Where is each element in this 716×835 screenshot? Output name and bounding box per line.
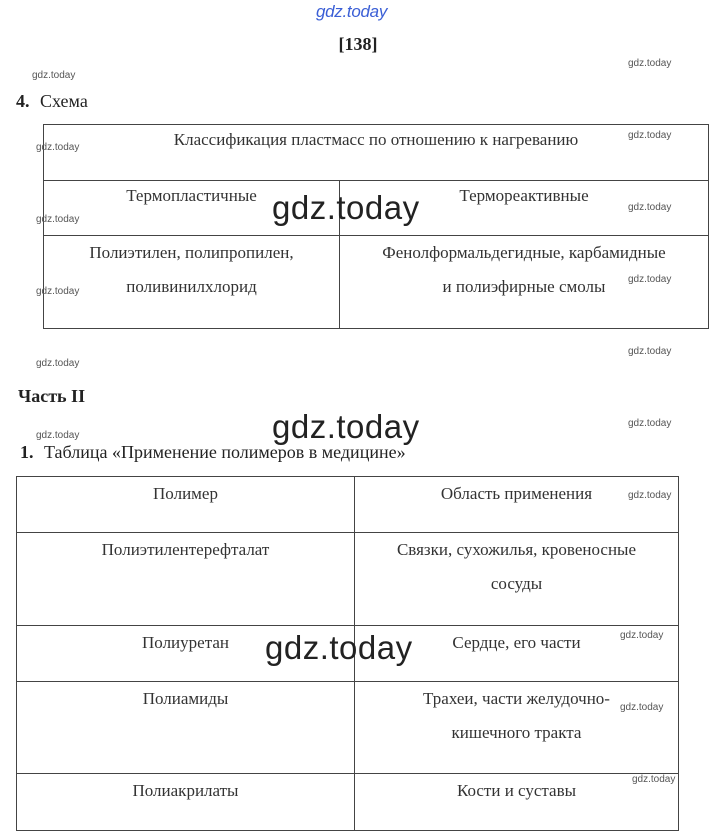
header-application: Область применения [355,477,679,533]
watermark-small: gdz.today [628,130,672,141]
watermark-big: gdz.today [265,629,413,666]
task4-label: Схема [40,91,88,111]
table-row [17,774,679,831]
scheme-right-line1: Фенолформальдегидные, карбамидные [382,243,666,262]
cell-application-line2: кишечного тракта [451,723,582,742]
cell-application-line2: сосуды [490,574,543,593]
watermark-small: gdz.today [36,142,80,153]
watermark-small: gdz.today [36,214,80,225]
watermark-big: gdz.today [272,408,420,445]
watermark-small: gdz.today [36,286,80,297]
watermark-small: gdz.today [628,202,672,213]
task4-number: 4. [16,91,30,111]
watermark-small: gdz.today [632,774,676,785]
part2-title: Часть II [18,386,86,406]
scheme-right-head: Термореактивные [340,181,709,236]
scheme-left-line2: поливинилхлорид [126,277,257,296]
cell-application [355,533,679,626]
task4-heading [16,91,88,112]
watermark-small: gdz.today [628,490,672,501]
watermark-big: gdz.today [272,189,420,226]
cell-application-line1: Кости и суставы [456,781,577,800]
site-logo[interactable]: gdz.today [316,2,388,21]
task1-number: 1. [20,442,34,462]
cell-polymer: Полиакрилаты [17,774,355,831]
cell-application-line1: Связки, сухожилья, кровеносные [396,540,637,559]
cell-polymer: Полиамиды [17,682,355,774]
scheme-left-head: Термопластичные [44,181,340,236]
watermark-small: gdz.today [32,70,76,81]
cell-polymer: Полиуретан [17,626,355,682]
watermark-small: gdz.today [628,346,672,357]
watermark-small: gdz.today [620,702,664,713]
scheme-left-line1: Полиэтилен, полипропилен, [89,243,294,262]
cell-polymer: Полиэтилентерефталат [17,533,355,626]
watermark-small: gdz.today [36,358,80,369]
scheme-left-body [44,236,340,329]
watermark-small: gdz.today [628,418,672,429]
header-polymer: Полимер [17,477,355,533]
table-row [17,682,679,774]
scheme-right-line2: и полиэфирные смолы [442,277,606,296]
cell-application-line1: Сердце, его части [452,633,581,652]
watermark-small: gdz.today [36,430,80,441]
watermark-small: gdz.today [620,630,664,641]
cell-application-line1: Трахеи, части желудочно- [423,689,610,708]
cell-application [355,774,679,831]
task1-label: Таблица «Применение полимеров в медицине» [44,442,406,462]
scheme-title: Классификация пластмасс по отношению к нагреванию [44,125,709,181]
watermark-small: gdz.today [628,274,672,285]
cell-application [355,682,679,774]
table-row [17,533,679,626]
page-number: [138] [338,34,378,54]
watermark-small: gdz.today [628,58,672,69]
